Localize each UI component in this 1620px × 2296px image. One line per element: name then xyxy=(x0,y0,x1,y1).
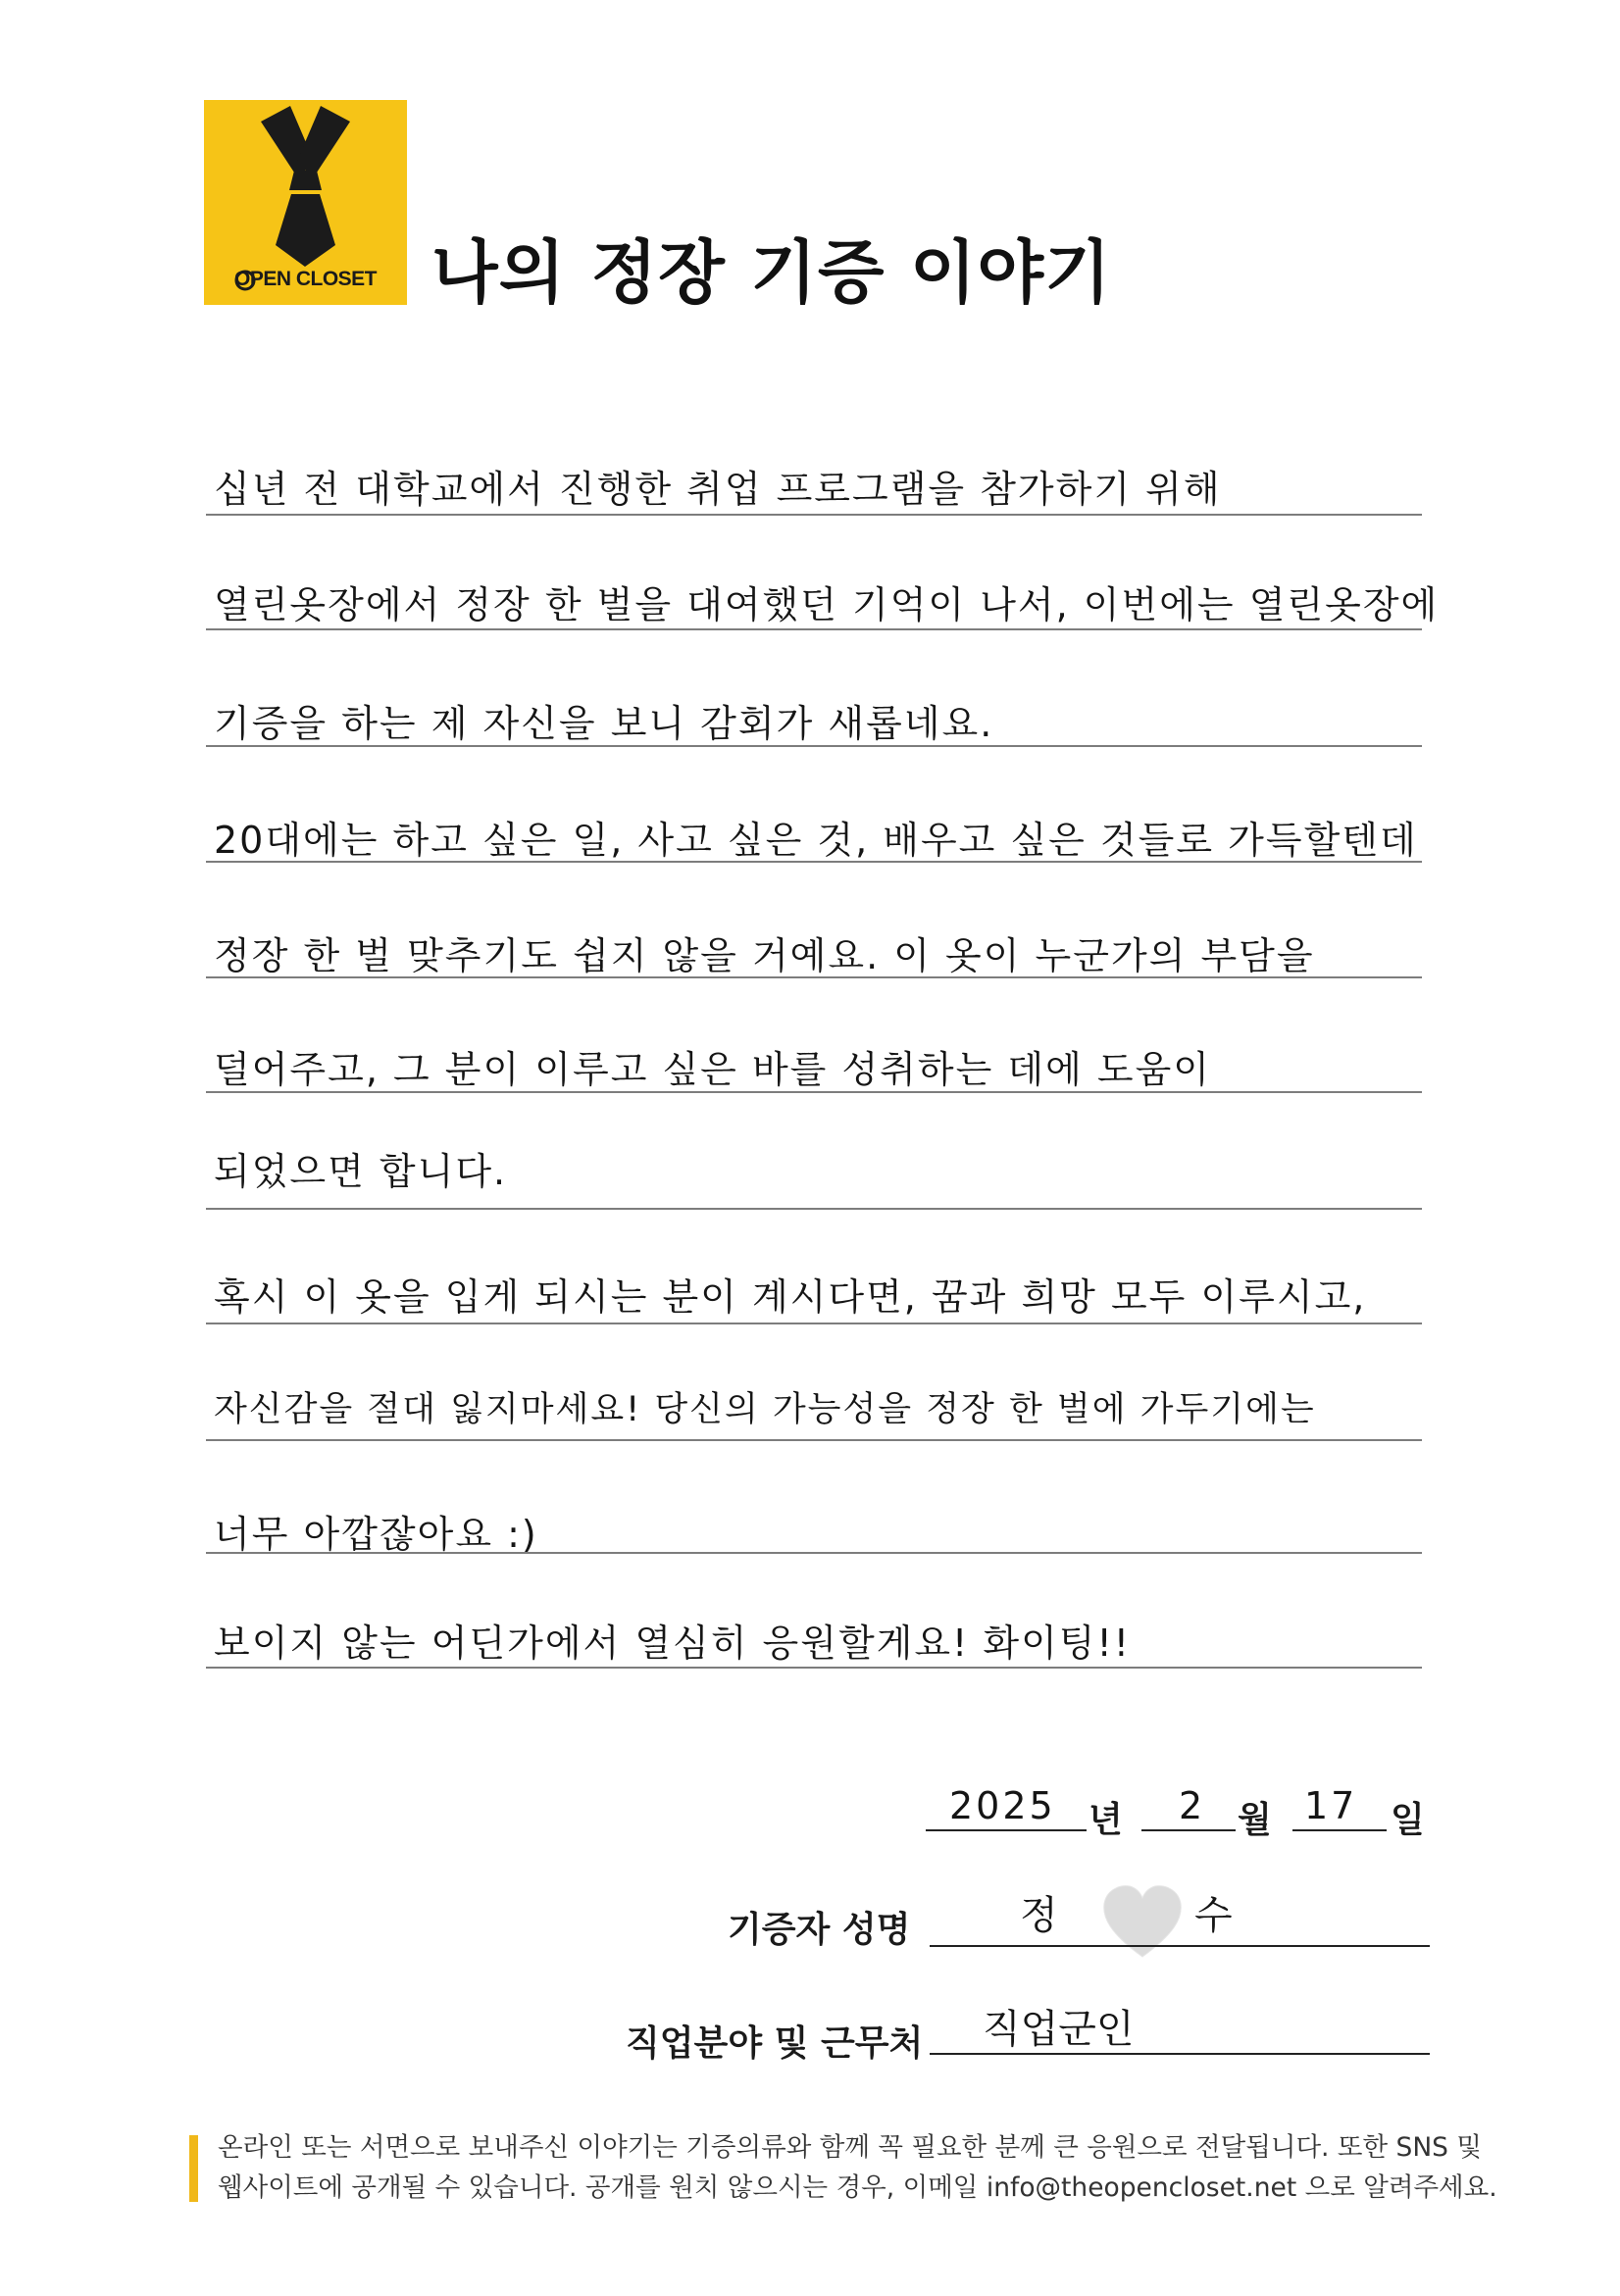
donor-name-label: 기증자 성명 xyxy=(728,1910,911,1950)
story-line: 자신감을 절대 잃지마세요! 당신의 가능성을 정장 한 벌에 가두기에는 xyxy=(214,1390,1316,1429)
occupation-line xyxy=(930,2053,1430,2055)
donor-name-first: 정 xyxy=(1020,1893,1058,1938)
date-month-line xyxy=(1141,1829,1236,1831)
page-title: 나의 정장 기증 이야기 xyxy=(431,232,1112,313)
story-line: 기증을 하는 제 자신을 보니 감회가 새롭네요. xyxy=(214,702,994,745)
story-line: 되었으면 합니다. xyxy=(214,1150,508,1193)
ruled-line xyxy=(206,514,1422,516)
date-month: 2 xyxy=(1179,1784,1206,1827)
date-year-line xyxy=(926,1829,1087,1831)
story-line: 보이지 않는 어딘가에서 열심히 응원할게요! 화이팅!! xyxy=(214,1622,1131,1665)
date-day: 17 xyxy=(1304,1784,1358,1827)
ruled-line xyxy=(206,1208,1422,1210)
story-line: 덜어주고, 그 분이 이루고 싶은 바를 성취하는 데에 도움이 xyxy=(214,1048,1211,1091)
ruled-line xyxy=(206,1552,1422,1554)
notice-text xyxy=(218,2127,1497,2208)
ruled-line xyxy=(206,1667,1422,1669)
story-line: 20대에는 하고 싶은 일, 사고 싶은 것, 배우고 싶은 것들로 가득할텐데 xyxy=(214,819,1418,862)
notice-accent-bar xyxy=(189,2135,198,2202)
date-year: 2025 xyxy=(949,1784,1056,1827)
ruled-line xyxy=(206,745,1422,747)
donor-name-line xyxy=(930,1945,1430,1947)
story-line: 혹시 이 옷을 입게 되시는 분이 계시다면, 꿈과 희망 모두 이루시고, xyxy=(214,1275,1367,1319)
notice-line: 온라인 또는 서면으로 보내주신 이야기는 기증의류와 함께 꼭 필요한 분께 큰 응원으로 전달됩니다. 또한 SNS 및 xyxy=(218,2132,1482,2163)
date-month-label: 월 xyxy=(1238,1800,1272,1840)
donor-name-last: 수 xyxy=(1194,1893,1233,1938)
ruled-line xyxy=(206,1439,1422,1441)
story-line: 너무 아깝잖아요 :) xyxy=(214,1513,538,1556)
date-day-label: 일 xyxy=(1391,1800,1425,1840)
ruled-line xyxy=(206,1091,1422,1093)
logo-text: OPEN CLOSET xyxy=(233,268,378,290)
ruled-line xyxy=(206,1323,1422,1324)
notice-line: 웹사이트에 공개될 수 있습니다. 공개를 원치 않으시는 경우, 이메일 info@theopencloset.net 으로 알려주세요. xyxy=(218,2172,1497,2203)
heart-icon xyxy=(1100,1882,1185,1961)
open-closet-logo xyxy=(204,100,407,305)
story-line: 십년 전 대학교에서 진행한 취업 프로그램을 참가하기 위해 xyxy=(214,468,1222,511)
occupation-label: 직업분야 및 근무처 xyxy=(626,2023,924,2064)
ruled-line xyxy=(206,628,1422,630)
occupation-value: 직업군인 xyxy=(983,2007,1135,2052)
story-line: 열린옷장에서 정장 한 벌을 대여했던 기억이 나서, 이번에는 열린옷장에 xyxy=(214,583,1440,626)
story-line: 정장 한 벌 맞추기도 쉽지 않을 거예요. 이 옷이 누군가의 부담을 xyxy=(214,934,1315,977)
ruled-line xyxy=(206,976,1422,978)
date-year-label: 년 xyxy=(1088,1800,1123,1840)
date-day-line xyxy=(1292,1829,1387,1831)
ruled-line xyxy=(206,861,1422,863)
